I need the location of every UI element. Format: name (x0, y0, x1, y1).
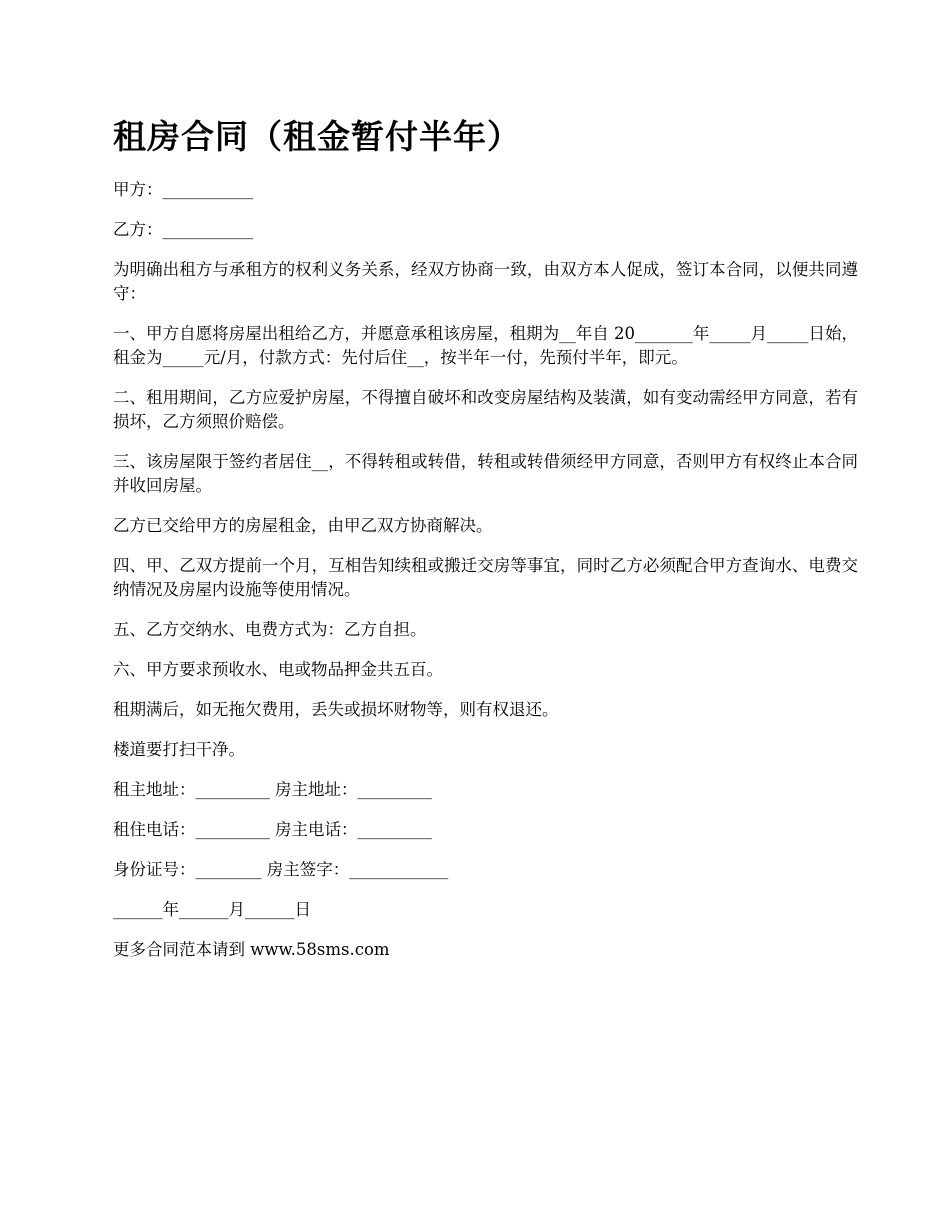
address-line: 租主地址：_________ 房主地址：_________ (113, 780, 432, 799)
footer-link-text: 更多合同范本请到 www.58sms.com (113, 940, 390, 959)
phone-line: 租住电话：_________ 房主电话：_________ (113, 820, 432, 839)
date-line: ______年______月______日 (113, 900, 311, 919)
preamble-paragraph: 为明确出租方与承租方的权利义务关系，经双方协商一致，由双方本人促成，签订本合同，以便共同遵守： (113, 260, 858, 303)
id-signature-line: 身份证号：________ 房主签字：____________ (113, 860, 449, 879)
deposit-return-paragraph: 租期满后，如无拖欠费用，丢失或损坏财物等，则有权退还。 (113, 700, 559, 719)
clause-2-paragraph: 二、租用期间，乙方应爱护房屋，不得擅自破坏和改变房屋结构及装潢，如有变动需经甲方同意，若有损坏，乙方须照价赔偿。 (113, 388, 858, 431)
clause-3-paragraph: 三、该房屋限于签约者居住__，不得转租或转借，转租或转借须经甲方同意，否则甲方有权终止本合同并收回房屋。 (113, 452, 858, 495)
document-title: 租房合同（租金暂付半年） (113, 117, 521, 156)
clause-1-paragraph: 一、甲方自愿将房屋出租给乙方，并愿意承租该房屋，租期为__年自 20_______年_____月_____日始，租金为_____元/月，付款方式：先付后住__，按半年一付，先预付半年，即元。 (113, 324, 858, 367)
clause-6-paragraph: 六、甲方要求预收水、电或物品押金共五百。 (113, 660, 443, 679)
corridor-cleaning-paragraph: 楼道要打扫干净。 (113, 740, 245, 759)
clause-4-paragraph: 四、甲、乙双方提前一个月，互相告知续租或搬迁交房等事宜，同时乙方必须配合甲方查询水、电费交纳情况及房屋内设施等使用情况。 (113, 556, 858, 599)
party-a-line: 甲方：___________ (113, 180, 254, 199)
clause-5-paragraph: 五、乙方交纳水、电费方式为：乙方自担。 (113, 620, 427, 639)
party-b-line: 乙方：___________ (113, 220, 254, 239)
rent-paid-paragraph: 乙方已交给甲方的房屋租金，由甲乙双方协商解决。 (113, 516, 493, 535)
document-page (113, 112, 858, 978)
